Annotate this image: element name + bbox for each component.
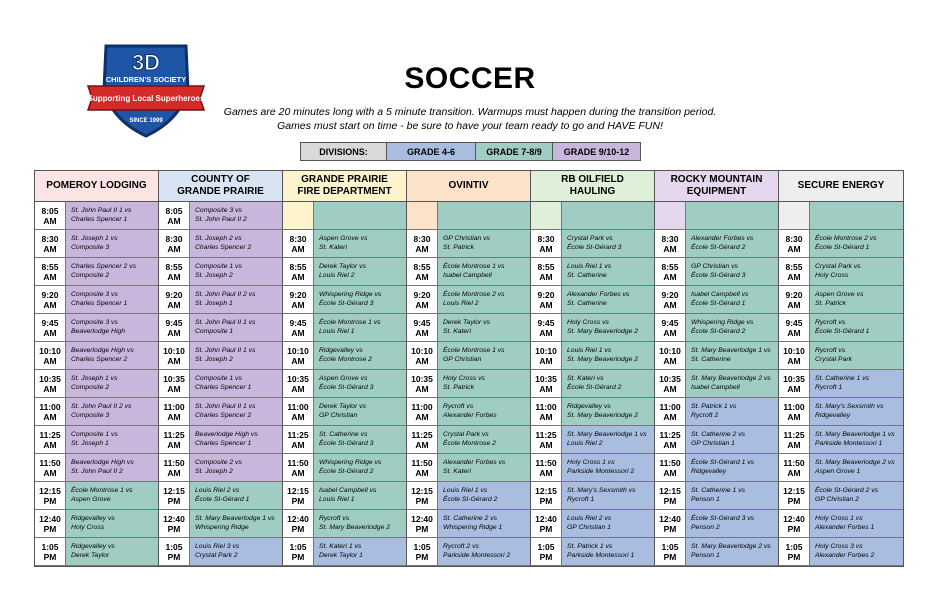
slot-time: 1:05 PM bbox=[407, 538, 438, 565]
game-slot bbox=[407, 538, 531, 566]
slot-time: 8:55 AM bbox=[655, 258, 686, 285]
slot-matchup: St. Mary Beaverlodge 2 vs Aspen Grove 1 bbox=[810, 454, 903, 481]
slot-time: 9:20 AM bbox=[655, 286, 686, 313]
slot-matchup: Holy Cross 1 vs Alexander Forbes 1 bbox=[810, 510, 903, 537]
slot-time: 11:50 AM bbox=[655, 454, 686, 481]
slot-matchup: St. Mary Beaverlodge 1 vs Parkside Montessori 1 bbox=[810, 426, 903, 453]
slot-matchup: GP Christian vs St. Patrick bbox=[438, 230, 530, 257]
slot-matchup: Whispering Ridge vs École St-Gérard 3 bbox=[314, 286, 406, 313]
game-slot bbox=[35, 314, 159, 342]
slot-matchup: St. Mary Beaverlodge 2 vs Penson 1 bbox=[686, 538, 778, 565]
game-slot bbox=[35, 426, 159, 454]
game-slot bbox=[159, 258, 283, 286]
slot-matchup: École St-Gérard 3 vs Penson 2 bbox=[686, 510, 778, 537]
game-slot bbox=[779, 202, 903, 230]
slot-time: 11:25 AM bbox=[35, 426, 66, 453]
game-slot bbox=[407, 398, 531, 426]
game-slot bbox=[531, 230, 655, 258]
slot-time: 11:25 AM bbox=[283, 426, 314, 453]
slot-matchup: Crystal Park vs École Montrose 2 bbox=[438, 426, 530, 453]
intro-line-1: Games are 20 minutes long with a 5 minute transition. Warmups must happen during the transition period. bbox=[223, 106, 717, 118]
slot-matchup: École St-Gérard 1 vs Ridgevalley bbox=[686, 454, 778, 481]
logo-since: SINCE 1999 bbox=[129, 118, 163, 124]
game-slot bbox=[283, 538, 407, 566]
slot-matchup: Composite 1 vs St. Joseph 1 bbox=[66, 426, 158, 453]
game-slot bbox=[655, 482, 779, 510]
slot-matchup: Isabel Campbell vs École St-Gérard 1 bbox=[686, 286, 778, 313]
slot-matchup: Alexander Forbes vs St. Catherine bbox=[562, 286, 654, 313]
slot-matchup: Holy Cross vs St. Patrick bbox=[438, 370, 530, 397]
slot-time: 9:20 AM bbox=[35, 286, 66, 313]
slot-matchup: Composite 3 vs Charles Spencer 1 bbox=[66, 286, 158, 313]
slot-time: 8:30 AM bbox=[531, 230, 562, 257]
slot-matchup: Aspen Grove vs St. Patrick bbox=[810, 286, 903, 313]
slot-matchup: Rycroft vs Crystal Park bbox=[810, 342, 903, 369]
game-slot bbox=[779, 398, 903, 426]
slot-matchup: St. Mary Beaverlodge 1 vs Whispering Ridge bbox=[190, 510, 282, 537]
slot-matchup: St. Mary's Sexsmith vs Ridgevalley bbox=[810, 398, 903, 425]
slot-time bbox=[779, 202, 810, 229]
slot-time: 9:45 AM bbox=[159, 314, 190, 341]
divisions-legend bbox=[300, 142, 641, 161]
slot-matchup: Alexander Forbes vs École St-Gérard 2 bbox=[686, 230, 778, 257]
slot-time: 11:25 AM bbox=[655, 426, 686, 453]
game-slot bbox=[779, 370, 903, 398]
slot-matchup: Louis Riel 1 vs St. Mary Beaverlodge 2 bbox=[562, 342, 654, 369]
slot-matchup bbox=[686, 202, 778, 229]
slot-matchup: Rycroft vs St. Mary Beaverlodge 2 bbox=[314, 510, 406, 537]
game-slot bbox=[35, 510, 159, 538]
slot-time: 12:40 PM bbox=[407, 510, 438, 537]
game-slot bbox=[159, 342, 283, 370]
slot-time: 12:40 PM bbox=[531, 510, 562, 537]
slot-matchup: Composite 3 vs St. John Paul II 2 bbox=[190, 202, 282, 229]
game-slot bbox=[655, 454, 779, 482]
game-slot bbox=[283, 370, 407, 398]
game-slot bbox=[655, 258, 779, 286]
slot-matchup: École St-Gérard 2 vs GP Christian 2 bbox=[810, 482, 903, 509]
slot-matchup: Ridgevalley vs St. Mary Beaverlodge 2 bbox=[562, 398, 654, 425]
game-slot bbox=[159, 454, 283, 482]
slot-matchup: Derek Taylor vs Louis Riel 2 bbox=[314, 258, 406, 285]
game-slot bbox=[283, 398, 407, 426]
slot-matchup: Derek Taylor vs GP Christian bbox=[314, 398, 406, 425]
slot-time: 10:10 AM bbox=[655, 342, 686, 369]
field-header: POMEROY LODGING bbox=[35, 171, 159, 202]
slot-time: 11:25 AM bbox=[531, 426, 562, 453]
slot-matchup: Holy Cross 1 vs Parkside Montessori 2 bbox=[562, 454, 654, 481]
slot-matchup: Beaverlodge High vs St. John Paul II 2 bbox=[66, 454, 158, 481]
game-slot bbox=[283, 314, 407, 342]
slot-time bbox=[283, 202, 314, 229]
slot-matchup: Ridgevalley vs Holy Cross bbox=[66, 510, 158, 537]
slot-matchup: St. Mary Beaverlodge 2 vs Isabel Campbell bbox=[686, 370, 778, 397]
game-slot bbox=[35, 370, 159, 398]
game-slot bbox=[655, 398, 779, 426]
slot-matchup: St. Mary Beaverlodge 1 vs St. Catherine bbox=[686, 342, 778, 369]
slot-time: 9:20 AM bbox=[283, 286, 314, 313]
game-slot bbox=[35, 230, 159, 258]
slot-time: 11:50 AM bbox=[779, 454, 810, 481]
logo-banner: Supporting Local Superheroes bbox=[87, 94, 205, 103]
slot-matchup: GP Christian vs École St-Gérard 3 bbox=[686, 258, 778, 285]
game-slot bbox=[779, 426, 903, 454]
slot-matchup: St. Kateri vs École St-Gérard 2 bbox=[562, 370, 654, 397]
slot-time: 9:20 AM bbox=[407, 286, 438, 313]
game-slot bbox=[159, 314, 283, 342]
slot-matchup: Beaverlodge High vs Charles Spencer 1 bbox=[190, 426, 282, 453]
game-slot bbox=[531, 286, 655, 314]
slot-matchup: Holy Cross vs St. Mary Beaverlodge 2 bbox=[562, 314, 654, 341]
slot-time: 10:10 AM bbox=[407, 342, 438, 369]
slot-time: 10:10 AM bbox=[779, 342, 810, 369]
slot-matchup: Louis Riel 2 vs École St-Gérard 1 bbox=[190, 482, 282, 509]
slot-time: 12:15 PM bbox=[407, 482, 438, 509]
slot-matchup: Composite 1 vs St. Joseph 2 bbox=[190, 258, 282, 285]
game-slot bbox=[35, 398, 159, 426]
slot-matchup: Rycroft vs École St-Gérard 1 bbox=[810, 314, 903, 341]
slot-time: 12:40 PM bbox=[779, 510, 810, 537]
schedule-table bbox=[34, 170, 904, 567]
slot-matchup: St. Joseph 1 vs Composite 3 bbox=[66, 230, 158, 257]
division-grade-7-8-9: GRADE 7-8/9 bbox=[476, 143, 553, 160]
slot-matchup: St. Patrick 1 vs Parkside Montessori 1 bbox=[562, 538, 654, 565]
game-slot bbox=[531, 454, 655, 482]
slot-matchup: Holy Cross 3 vs Alexander Forbes 2 bbox=[810, 538, 903, 565]
game-slot bbox=[35, 202, 159, 230]
slot-time: 1:05 PM bbox=[531, 538, 562, 565]
game-slot bbox=[779, 314, 903, 342]
slot-time: 11:00 AM bbox=[159, 398, 190, 425]
slot-time: 11:50 AM bbox=[35, 454, 66, 481]
game-slot bbox=[283, 230, 407, 258]
slot-time: 8:55 AM bbox=[531, 258, 562, 285]
slot-matchup: St. John Paul II 2 vs Composite 3 bbox=[66, 398, 158, 425]
divisions-label: DIVISIONS: bbox=[301, 143, 387, 160]
game-slot bbox=[35, 286, 159, 314]
slot-matchup: Louis Riel 2 vs GP Christian 1 bbox=[562, 510, 654, 537]
slot-time: 1:05 PM bbox=[779, 538, 810, 565]
slot-time: 8:30 AM bbox=[35, 230, 66, 257]
slot-time: 10:10 AM bbox=[531, 342, 562, 369]
slot-matchup: St. Joseph 1 vs Composite 2 bbox=[66, 370, 158, 397]
logo-org: CHILDREN'S SOCIETY bbox=[105, 75, 187, 84]
game-slot bbox=[655, 426, 779, 454]
game-slot bbox=[407, 230, 531, 258]
game-slot bbox=[407, 510, 531, 538]
slot-matchup: École Montrose 1 vs Isabel Campbell bbox=[438, 258, 530, 285]
slot-matchup: St. Kateri 1 vs Derek Taylor 1 bbox=[314, 538, 406, 565]
slot-time: 9:20 AM bbox=[531, 286, 562, 313]
slot-time: 1:05 PM bbox=[35, 538, 66, 565]
game-slot bbox=[407, 426, 531, 454]
game-slot bbox=[655, 202, 779, 230]
slot-matchup bbox=[438, 202, 530, 229]
game-slot bbox=[283, 258, 407, 286]
slot-matchup: Louis Riel 1 vs École St-Gérard 2 bbox=[438, 482, 530, 509]
game-slot bbox=[779, 482, 903, 510]
slot-time: 1:05 PM bbox=[283, 538, 314, 565]
slot-matchup: St. Catherine 1 vs Rycroft 1 bbox=[810, 370, 903, 397]
game-slot bbox=[531, 314, 655, 342]
slot-time: 8:05 AM bbox=[159, 202, 190, 229]
game-slot bbox=[283, 454, 407, 482]
slot-time: 10:35 AM bbox=[35, 370, 66, 397]
game-slot bbox=[283, 482, 407, 510]
slot-time: 8:30 AM bbox=[655, 230, 686, 257]
logo-badge: 3D bbox=[131, 50, 161, 75]
game-slot bbox=[159, 426, 283, 454]
game-slot bbox=[779, 510, 903, 538]
game-slot bbox=[779, 342, 903, 370]
game-slot bbox=[655, 510, 779, 538]
slot-matchup: St. Joseph 2 vs Charles Spencer 2 bbox=[190, 230, 282, 257]
game-slot bbox=[159, 482, 283, 510]
game-slot bbox=[407, 370, 531, 398]
game-slot bbox=[283, 202, 407, 230]
slot-time: 12:40 PM bbox=[655, 510, 686, 537]
game-slot bbox=[407, 454, 531, 482]
slot-time: 12:15 PM bbox=[35, 482, 66, 509]
slot-matchup: Whispering Ridge vs École St-Gérard 2 bbox=[314, 454, 406, 481]
slot-time: 11:00 AM bbox=[779, 398, 810, 425]
slot-matchup bbox=[562, 202, 654, 229]
game-slot bbox=[35, 538, 159, 566]
slot-matchup bbox=[810, 202, 903, 229]
game-slot bbox=[655, 342, 779, 370]
game-slot bbox=[283, 286, 407, 314]
game-slot bbox=[159, 538, 283, 566]
slot-time: 10:35 AM bbox=[531, 370, 562, 397]
slot-time: 1:05 PM bbox=[655, 538, 686, 565]
game-slot bbox=[407, 342, 531, 370]
game-slot bbox=[531, 538, 655, 566]
game-slot bbox=[159, 286, 283, 314]
slot-time: 8:30 AM bbox=[407, 230, 438, 257]
slot-time: 11:00 AM bbox=[407, 398, 438, 425]
slot-matchup: École Montrose 2 vs Louis Riel 2 bbox=[438, 286, 530, 313]
slot-matchup: Crystal Park vs Holy Cross bbox=[810, 258, 903, 285]
field-header: ROCKY MOUNTAIN EQUIPMENT bbox=[655, 171, 779, 202]
field-header: OVINTIV bbox=[407, 171, 531, 202]
slot-time: 10:35 AM bbox=[159, 370, 190, 397]
game-slot bbox=[283, 342, 407, 370]
slot-time: 9:45 AM bbox=[407, 314, 438, 341]
slot-time: 12:15 PM bbox=[531, 482, 562, 509]
slot-time: 8:55 AM bbox=[407, 258, 438, 285]
slot-matchup: Rycroft 2 vs Parkside Montessori 2 bbox=[438, 538, 530, 565]
slot-matchup: Alexander Forbes vs St. Kateri bbox=[438, 454, 530, 481]
game-slot bbox=[779, 230, 903, 258]
slot-matchup: St. Catherine 2 vs Whispering Ridge 1 bbox=[438, 510, 530, 537]
slot-time: 11:00 AM bbox=[35, 398, 66, 425]
slot-matchup: St. John Paul II 1 vs Composite 1 bbox=[190, 314, 282, 341]
slot-matchup: Louis Riel 1 vs St. Catherine bbox=[562, 258, 654, 285]
slot-time: 12:40 PM bbox=[283, 510, 314, 537]
slot-time: 12:40 PM bbox=[159, 510, 190, 537]
game-slot bbox=[159, 398, 283, 426]
slot-matchup: St. Catherine 1 vs Penson 1 bbox=[686, 482, 778, 509]
slot-matchup: École Montrose 1 vs GP Christian bbox=[438, 342, 530, 369]
slot-time: 9:20 AM bbox=[779, 286, 810, 313]
slot-time: 8:30 AM bbox=[283, 230, 314, 257]
slot-time: 12:15 PM bbox=[655, 482, 686, 509]
game-slot bbox=[655, 370, 779, 398]
slot-matchup bbox=[314, 202, 406, 229]
game-slot bbox=[531, 370, 655, 398]
page-title: SOCCER bbox=[404, 62, 536, 95]
slot-matchup: Beaverlodge High vs Charles Spencer 2 bbox=[66, 342, 158, 369]
division-grade-9-10-12: GRADE 9/10-12 bbox=[553, 143, 640, 160]
slot-matchup: École Montrose 1 vs Aspen Grove bbox=[66, 482, 158, 509]
slot-matchup: Ridgevalley vs Derek Taylor bbox=[66, 538, 158, 565]
game-slot bbox=[159, 230, 283, 258]
slot-matchup: St. Catherine 2 vs GP Christian 1 bbox=[686, 426, 778, 453]
game-slot bbox=[407, 202, 531, 230]
game-slot bbox=[407, 314, 531, 342]
slot-time: 8:55 AM bbox=[159, 258, 190, 285]
slot-matchup: Derek Taylor vs St. Kateri bbox=[438, 314, 530, 341]
slot-matchup: St. Mary Beaverlodge 1 vs Louis Riel 2 bbox=[562, 426, 654, 453]
slot-matchup: École Montrose 2 vs École St-Gérard 1 bbox=[810, 230, 903, 257]
intro-line-2: Games must start on time - be sure to have your team ready to go and HAVE FUN! bbox=[277, 120, 663, 132]
slot-matchup: St. Mary's Sexsmith vs Rycroft 1 bbox=[562, 482, 654, 509]
slot-time: 8:55 AM bbox=[35, 258, 66, 285]
slot-matchup: St. John Paul II 1 vs Charles Spencer 1 bbox=[66, 202, 158, 229]
slot-time: 9:45 AM bbox=[283, 314, 314, 341]
game-slot bbox=[655, 538, 779, 566]
slot-matchup: Aspen Grove vs École St-Gérard 3 bbox=[314, 370, 406, 397]
game-slot bbox=[531, 482, 655, 510]
game-slot bbox=[531, 398, 655, 426]
slot-time: 12:15 PM bbox=[779, 482, 810, 509]
game-slot bbox=[779, 538, 903, 566]
slot-matchup: St. Catherine vs École St-Gérard 3 bbox=[314, 426, 406, 453]
slot-time: 8:05 AM bbox=[35, 202, 66, 229]
slot-matchup: St. Patrick 1 vs Rycroft 2 bbox=[686, 398, 778, 425]
slot-matchup: St. John Paul II 1 vs Charles Spencer 2 bbox=[190, 398, 282, 425]
division-grade-4-6: GRADE 4-6 bbox=[387, 143, 476, 160]
slot-matchup: Charles Spencer 2 vs Composite 2 bbox=[66, 258, 158, 285]
field-header: COUNTY OF GRANDE PRAIRIE bbox=[159, 171, 283, 202]
game-slot bbox=[407, 286, 531, 314]
slot-time: 9:45 AM bbox=[779, 314, 810, 341]
slot-time: 11:25 AM bbox=[779, 426, 810, 453]
game-slot bbox=[283, 510, 407, 538]
slot-time bbox=[531, 202, 562, 229]
game-slot bbox=[35, 258, 159, 286]
slot-time: 8:30 AM bbox=[779, 230, 810, 257]
slot-matchup: Composite 1 vs Charles Spencer 1 bbox=[190, 370, 282, 397]
slot-time: 1:05 PM bbox=[159, 538, 190, 565]
slot-time: 11:50 AM bbox=[407, 454, 438, 481]
slot-matchup: Composite 2 vs St. Joseph 2 bbox=[190, 454, 282, 481]
intro-text bbox=[170, 105, 770, 133]
slot-matchup: Rycroft vs Alexander Forbes bbox=[438, 398, 530, 425]
game-slot bbox=[407, 482, 531, 510]
slot-time: 11:50 AM bbox=[531, 454, 562, 481]
game-slot bbox=[159, 202, 283, 230]
field-header: RB OILFIELD HAULING bbox=[531, 171, 655, 202]
slot-time bbox=[407, 202, 438, 229]
slot-time: 10:35 AM bbox=[407, 370, 438, 397]
game-slot bbox=[531, 426, 655, 454]
slot-matchup: Whispering Ridge vs École St-Gérard 2 bbox=[686, 314, 778, 341]
game-slot bbox=[35, 454, 159, 482]
game-slot bbox=[779, 286, 903, 314]
slot-matchup: St. John Paul II 2 vs St. Joseph 1 bbox=[190, 286, 282, 313]
game-slot bbox=[655, 286, 779, 314]
game-slot bbox=[655, 314, 779, 342]
game-slot bbox=[159, 510, 283, 538]
game-slot bbox=[779, 454, 903, 482]
slot-matchup: École Montrose 1 vs Louis Riel 1 bbox=[314, 314, 406, 341]
game-slot bbox=[35, 342, 159, 370]
slot-time: 11:00 AM bbox=[283, 398, 314, 425]
game-slot bbox=[531, 258, 655, 286]
slot-time: 12:15 PM bbox=[159, 482, 190, 509]
slot-time: 9:45 AM bbox=[655, 314, 686, 341]
field-header: GRANDE PRAIRIE FIRE DEPARTMENT bbox=[283, 171, 407, 202]
slot-time: 10:10 AM bbox=[35, 342, 66, 369]
slot-matchup: Aspen Grove vs St. Kateri bbox=[314, 230, 406, 257]
slot-matchup: Crystal Park vs École St-Gérard 3 bbox=[562, 230, 654, 257]
slot-matchup: Isabel Campbell vs Louis Riel 1 bbox=[314, 482, 406, 509]
slot-matchup: St. John Paul II 1 vs St. Joseph 2 bbox=[190, 342, 282, 369]
slot-time: 11:50 AM bbox=[283, 454, 314, 481]
slot-matchup: Louis Riel 3 vs Crystal Park 2 bbox=[190, 538, 282, 565]
slot-time: 11:50 AM bbox=[159, 454, 190, 481]
game-slot bbox=[283, 426, 407, 454]
slot-time: 9:45 AM bbox=[35, 314, 66, 341]
game-slot bbox=[531, 202, 655, 230]
slot-time: 8:55 AM bbox=[283, 258, 314, 285]
slot-time: 9:45 AM bbox=[531, 314, 562, 341]
slot-time bbox=[655, 202, 686, 229]
slot-time: 12:15 PM bbox=[283, 482, 314, 509]
slot-time: 10:10 AM bbox=[159, 342, 190, 369]
slot-time: 8:55 AM bbox=[779, 258, 810, 285]
slot-time: 11:00 AM bbox=[655, 398, 686, 425]
game-slot bbox=[407, 258, 531, 286]
game-slot bbox=[531, 342, 655, 370]
slot-time: 8:30 AM bbox=[159, 230, 190, 257]
slot-time: 10:35 AM bbox=[283, 370, 314, 397]
slot-time: 11:25 AM bbox=[159, 426, 190, 453]
slot-time: 10:35 AM bbox=[655, 370, 686, 397]
field-header: SECURE ENERGY bbox=[779, 171, 903, 202]
slot-matchup: Ridgevalley vs École Montrose 2 bbox=[314, 342, 406, 369]
slot-time: 9:20 AM bbox=[159, 286, 190, 313]
slot-time: 10:10 AM bbox=[283, 342, 314, 369]
slot-time: 11:00 AM bbox=[531, 398, 562, 425]
slot-matchup: Composite 3 vs Beaverlodge High bbox=[66, 314, 158, 341]
game-slot bbox=[779, 258, 903, 286]
slot-time: 10:35 AM bbox=[779, 370, 810, 397]
slot-time: 11:25 AM bbox=[407, 426, 438, 453]
game-slot bbox=[531, 510, 655, 538]
game-slot bbox=[159, 370, 283, 398]
game-slot bbox=[35, 482, 159, 510]
game-slot bbox=[655, 230, 779, 258]
slot-time: 12:40 PM bbox=[35, 510, 66, 537]
